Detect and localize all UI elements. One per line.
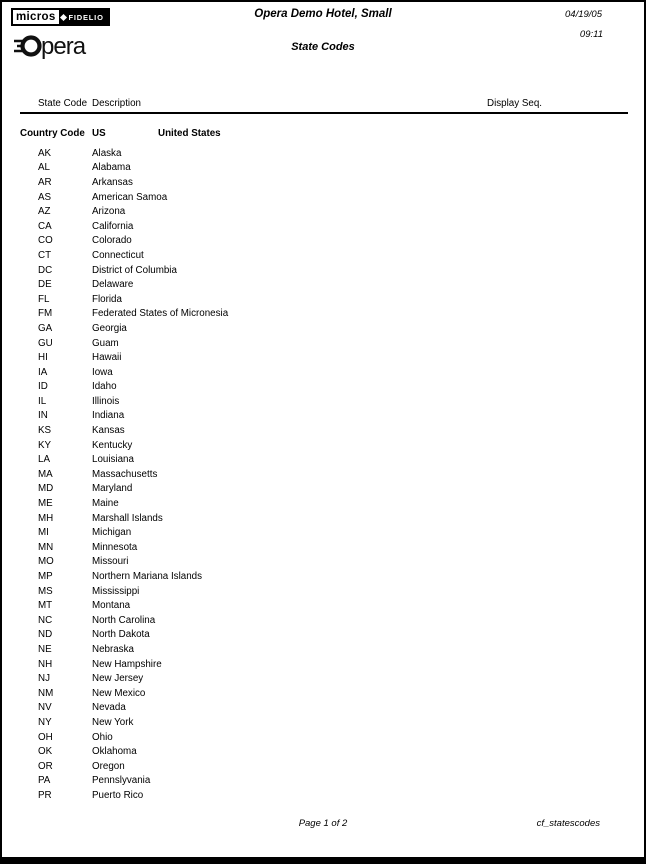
state-code-cell: CA (38, 220, 52, 232)
state-code-cell: MO (38, 556, 54, 568)
table-row (2, 759, 644, 774)
column-header-display-seq: Display Seq. (487, 98, 542, 109)
description-cell: Oklahoma (92, 746, 137, 758)
state-code-cell: OR (38, 760, 53, 772)
description-cell: Kansas (92, 425, 125, 437)
table-row (2, 584, 644, 599)
report-time: 09:11 (579, 29, 603, 40)
state-code-cell: MI (38, 527, 49, 539)
fidelio-logo-text: FIDELIO (68, 12, 104, 22)
opera-logo-text: pera (41, 33, 86, 60)
micros-logo-text: micros (13, 10, 59, 24)
description-cell: Colorado (92, 235, 132, 247)
table-row (2, 788, 644, 803)
state-code-cell: DC (38, 264, 53, 276)
table-row (2, 671, 644, 686)
table-row (2, 292, 644, 307)
description-cell: New Mexico (92, 687, 146, 699)
state-code-cell: NM (38, 687, 54, 699)
state-code-cell: CO (38, 235, 53, 247)
description-cell: Northern Mariana Islands (92, 571, 202, 583)
state-code-cell: OH (38, 731, 53, 743)
table-row (2, 496, 644, 511)
description-cell: Hawaii (92, 352, 122, 364)
state-code-cell: ME (38, 498, 53, 510)
state-code-cell: NH (38, 658, 53, 670)
description-cell: Pennslyvania (92, 775, 151, 787)
table-row (2, 409, 644, 424)
state-code-cell: GA (38, 322, 53, 334)
table-row (2, 525, 644, 540)
description-cell: Georgia (92, 322, 127, 334)
description-cell: Mississippi (92, 585, 140, 597)
state-code-cell: MA (38, 468, 53, 480)
report-date: 04/19/05 (565, 9, 602, 20)
state-code-cell: AZ (38, 206, 51, 218)
description-cell: Montana (92, 600, 131, 612)
description-cell: North Carolina (92, 614, 156, 626)
description-cell: Alabama (92, 162, 131, 174)
description-cell: New Hampshire (92, 658, 162, 670)
description-cell: Federated States of Micronesia (92, 308, 229, 320)
table-row (2, 555, 644, 570)
description-cell: Maine (92, 498, 119, 510)
table-row (2, 161, 644, 176)
page-number: Page 1 of 2 (298, 818, 348, 829)
state-code-cell: IN (38, 410, 48, 422)
description-cell: Connecticut (92, 249, 144, 261)
state-code-cell: NJ (38, 673, 50, 685)
description-cell: Indiana (92, 410, 125, 422)
table-row (2, 744, 644, 759)
table-row (2, 701, 644, 716)
table-row (2, 774, 644, 789)
column-header-description: Description (92, 98, 142, 109)
country-name: United States (158, 128, 221, 139)
state-code-cell: NC (38, 614, 53, 626)
description-cell: Nevada (92, 702, 126, 714)
country-code-value: US (92, 128, 106, 139)
table-row (2, 307, 644, 322)
state-code-cell: NY (38, 716, 52, 728)
state-rows (2, 146, 644, 803)
table-row (2, 321, 644, 336)
state-code-cell: AL (38, 162, 50, 174)
description-cell: Guam (92, 337, 119, 349)
description-cell: New Jersey (92, 673, 144, 685)
table-row (2, 482, 644, 497)
description-cell: Puerto Rico (92, 789, 144, 801)
table-row (2, 350, 644, 365)
state-code-cell: LA (38, 454, 50, 466)
table-row (2, 380, 644, 395)
description-cell: Michigan (92, 527, 132, 539)
description-cell: American Samoa (92, 191, 168, 203)
description-cell: Maryland (92, 483, 133, 495)
state-code-cell: PA (38, 775, 51, 787)
state-code-cell: OK (38, 746, 53, 758)
table-row (2, 569, 644, 584)
description-cell: North Dakota (92, 629, 150, 641)
column-header-state-code: State Code (38, 98, 88, 109)
table-row (2, 686, 644, 701)
state-code-cell: HI (38, 352, 48, 364)
description-cell: Florida (92, 293, 122, 305)
header-divider (20, 112, 628, 114)
description-cell: Marshall Islands (92, 512, 163, 524)
bottom-border (2, 857, 644, 862)
description-cell: Oregon (92, 760, 125, 772)
table-row (2, 715, 644, 730)
description-cell: Arizona (92, 206, 126, 218)
country-code-label: Country Code (20, 128, 85, 139)
state-code-cell: AS (38, 191, 52, 203)
description-cell: Minnesota (92, 541, 138, 553)
table-row (2, 438, 644, 453)
table-row (2, 511, 644, 526)
state-code-cell: IL (38, 395, 47, 407)
state-code-cell: MT (38, 600, 53, 612)
state-code-cell: AR (38, 176, 52, 188)
state-code-cell: GU (38, 337, 53, 349)
table-row (2, 204, 644, 219)
table-row (2, 277, 644, 292)
table-row (2, 365, 644, 380)
table-row (2, 423, 644, 438)
state-code-cell: NE (38, 643, 52, 655)
description-cell: New York (92, 716, 134, 728)
country-code-row (20, 128, 644, 139)
table-row (2, 336, 644, 351)
table-row (2, 540, 644, 555)
table-row (2, 234, 644, 249)
table-row (2, 628, 644, 643)
description-cell: Illinois (92, 395, 120, 407)
state-code-cell: CT (38, 249, 52, 261)
table-row (2, 190, 644, 205)
table-row (2, 657, 644, 672)
state-code-cell: KS (38, 425, 52, 437)
state-code-cell: ID (38, 381, 48, 393)
table-row (2, 730, 644, 745)
state-code-cell: NV (38, 702, 52, 714)
state-code-cell: ND (38, 629, 53, 641)
description-cell: Missouri (92, 556, 129, 568)
table-row (2, 263, 644, 278)
table-row (2, 146, 644, 161)
description-cell: Delaware (92, 279, 134, 291)
description-cell: California (92, 220, 134, 232)
description-cell: District of Columbia (92, 264, 177, 276)
state-code-cell: MP (38, 571, 53, 583)
description-cell: Kentucky (92, 439, 133, 451)
table-row (2, 248, 644, 263)
description-cell: Ohio (92, 731, 113, 743)
description-cell: Massachusetts (92, 468, 158, 480)
table-row (2, 219, 644, 234)
state-code-cell: KY (38, 439, 52, 451)
report-title: Opera Demo Hotel, Small (254, 8, 392, 20)
description-cell: Louisiana (92, 454, 134, 466)
description-cell: Nebraska (92, 643, 134, 655)
table-row (2, 598, 644, 613)
table-row (2, 467, 644, 482)
description-cell: Iowa (92, 366, 113, 378)
state-code-cell: IA (38, 366, 48, 378)
description-cell: Arkansas (92, 176, 133, 188)
state-code-cell: FM (38, 308, 53, 320)
state-code-cell: MH (38, 512, 54, 524)
state-code-cell: PR (38, 789, 52, 801)
table-row (2, 642, 644, 657)
state-code-cell: MD (38, 483, 54, 495)
table-row (2, 452, 644, 467)
state-code-cell: AK (38, 147, 52, 159)
state-code-cell: MN (38, 541, 54, 553)
report-id: cf_statescodes (536, 818, 600, 829)
description-cell: Alaska (92, 147, 122, 159)
state-code-cell: FL (38, 293, 50, 305)
description-cell: Idaho (92, 381, 117, 393)
table-row (2, 394, 644, 409)
state-code-cell: MS (38, 585, 53, 597)
state-code-cell: DE (38, 279, 52, 291)
report-subtitle: State Codes (291, 41, 355, 53)
table-row (2, 613, 644, 628)
table-row (2, 175, 644, 190)
